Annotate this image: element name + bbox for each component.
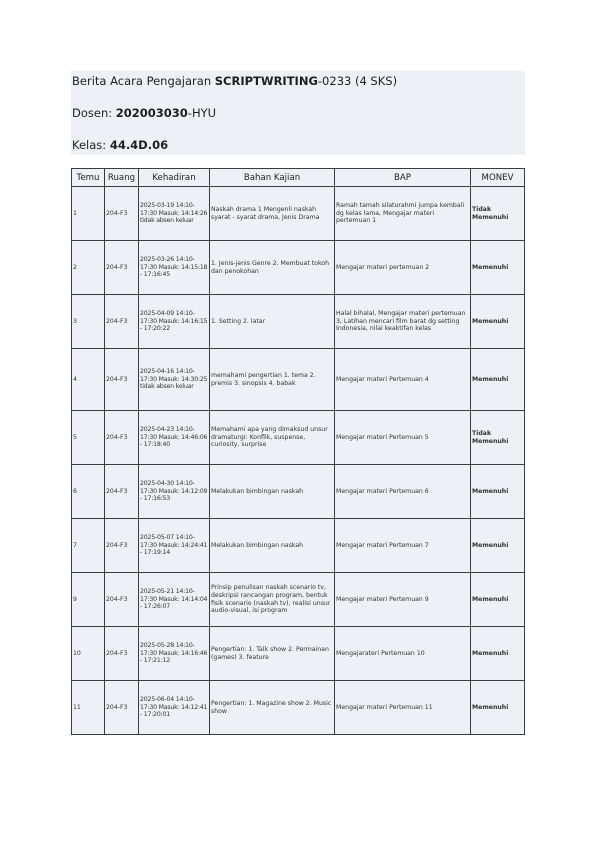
cell-bap: Mengajar materi Pertemuan 9 <box>335 573 471 627</box>
cell-temu: 1 <box>72 187 105 241</box>
cell-bap: Halal bihalal, Mengajar materi pertemuan 3, Latihan mencari film barat dg setting Indonesia, nilai keaktifan kelas <box>335 295 471 349</box>
kelas-line <box>72 138 168 152</box>
table-row <box>72 519 525 573</box>
course-suffix: -0233 (4 SKS) <box>317 74 398 88</box>
table-row <box>72 411 525 465</box>
cell-temu: 9 <box>72 573 105 627</box>
cell-bahan-kajian: memahami pengertian 1. tema 2. premis 3. sinopsis 4. babak <box>210 349 335 411</box>
cell-monev: Memenuhi <box>471 627 525 681</box>
table-row <box>72 241 525 295</box>
cell-bahan-kajian: 1. Jenis-jenis Genre 2. Membuat tokoh dan penokohan <box>210 241 335 295</box>
cell-bahan-kajian: Melakukan bimbingan naskah <box>210 465 335 519</box>
cell-kehadiran: 2025-05-07 14:10-17:30 Masuk: 14:24:41 - 17:19:14 <box>139 519 210 573</box>
table-row <box>72 627 525 681</box>
table-row <box>72 187 525 241</box>
cell-monev: Memenuhi <box>471 681 525 735</box>
table-row <box>72 681 525 735</box>
dosen-id: 202003030 <box>115 106 188 120</box>
dosen-label: Dosen: <box>72 106 116 120</box>
column-header-bap: BAP <box>335 169 471 187</box>
title-prefix: Berita Acara Pengajaran <box>72 74 215 88</box>
cell-kehadiran: 2025-03-26 14:10-17:30 Masuk: 14:15:18 - 17:16:45 <box>139 241 210 295</box>
cell-ruang: 204-F3 <box>105 349 139 411</box>
cell-kehadiran: 2025-04-30 14:10-17:30 Masuk: 14:12:09 - 17:16:53 <box>139 465 210 519</box>
cell-bap: Mengajar materi Pertemuan 6 <box>335 465 471 519</box>
cell-ruang: 204-F3 <box>105 573 139 627</box>
dosen-suffix: -HYU <box>187 106 217 120</box>
table-row <box>72 349 525 411</box>
table-row <box>72 465 525 519</box>
cell-kehadiran: 2025-04-23 14:10-17:30 Masuk: 14:46:06 - 17:18:40 <box>139 411 210 465</box>
cell-temu: 5 <box>72 411 105 465</box>
cell-kehadiran: 2025-06-04 14:10-17:30 Masuk: 14:12:41 - 17:20:01 <box>139 681 210 735</box>
cell-monev: Tidak Memenuhi <box>471 411 525 465</box>
table-row <box>72 295 525 349</box>
cell-monev: Tidak Memenuhi <box>471 187 525 241</box>
cell-kehadiran: 2025-05-21 14:10-17:30 Masuk: 14:14:04 - 17:26:07 <box>139 573 210 627</box>
cell-ruang: 204-F3 <box>105 411 139 465</box>
cell-ruang: 204-F3 <box>105 187 139 241</box>
cell-bap: Mengajar materi Pertemuan 4 <box>335 349 471 411</box>
cell-temu: 4 <box>72 349 105 411</box>
cell-temu: 6 <box>72 465 105 519</box>
cell-temu: 10 <box>72 627 105 681</box>
cell-temu: 7 <box>72 519 105 573</box>
cell-bap: Ramah tamah silaturahmi jumpa kembali dg kelas lama, Mengajar materi pertemuan 1 <box>335 187 471 241</box>
cell-monev: Memenuhi <box>471 465 525 519</box>
cell-kehadiran: 2025-04-16 14:10-17:30 Masuk: 14:30:25 tidak absen keluar <box>139 349 210 411</box>
cell-bahan-kajian: Melakukan bimbingan naskah <box>210 519 335 573</box>
cell-temu: 3 <box>72 295 105 349</box>
cell-ruang: 204-F3 <box>105 627 139 681</box>
cell-monev: Memenuhi <box>471 241 525 295</box>
course-code: SCRIPTWRITING <box>214 74 318 88</box>
table-header-row <box>72 169 525 187</box>
kelas-label: Kelas: <box>72 138 110 152</box>
column-header-ruang: Ruang <box>105 169 139 187</box>
cell-bap: Mengajar materi Pertemuan 7 <box>335 519 471 573</box>
cell-bahan-kajian: Prinsip penulisan naskah scenario tv, deskripsi rancangan program, bentuk fisik scenario (naskah tv), realisi unsur audio-visual, isi program <box>210 573 335 627</box>
column-header-temu: Temu <box>72 169 105 187</box>
cell-monev: Memenuhi <box>471 573 525 627</box>
document-title <box>72 74 397 88</box>
cell-kehadiran: 2025-05-28 14:10-17:30 Masuk: 14:16:46 - 17:21:12 <box>139 627 210 681</box>
cell-monev: Memenuhi <box>471 519 525 573</box>
cell-ruang: 204-F3 <box>105 681 139 735</box>
cell-ruang: 204-F3 <box>105 241 139 295</box>
column-header-kehadiran: Kehadiran <box>139 169 210 187</box>
dosen-line <box>72 106 216 120</box>
attendance-table <box>71 168 525 735</box>
cell-bap: Mengajar materi pertemuan 2 <box>335 241 471 295</box>
cell-kehadiran: 2025-04-09 14:10-17:30 Masuk: 14:16:15 - 17:20:22 <box>139 295 210 349</box>
cell-bahan-kajian: Naskah drama 1 Mengenli naskah syarat - syarat drama, Jenis Drama <box>210 187 335 241</box>
cell-bap: Mengajarateri Pertemuan 10 <box>335 627 471 681</box>
cell-bahan-kajian: Pengertian: 1. Magazine show 2. Music show <box>210 681 335 735</box>
cell-kehadiran: 2025-03-19 14:10-17:30 Masuk: 14:14:26 tidak absen keluar <box>139 187 210 241</box>
cell-temu: 2 <box>72 241 105 295</box>
kelas-value: 44.4D.06 <box>109 138 169 152</box>
cell-bahan-kajian: 1. Setting 2. latar <box>210 295 335 349</box>
column-header-monev: MONEV <box>471 169 525 187</box>
cell-monev: Memenuhi <box>471 349 525 411</box>
cell-bap: Mengajar materi Pertemuan 11 <box>335 681 471 735</box>
cell-bahan-kajian: Pengertian: 1. Talk show 2. Permainan (games) 3. feature <box>210 627 335 681</box>
column-header-bahan-kajian: Bahan Kajian <box>210 169 335 187</box>
table-row <box>72 573 525 627</box>
cell-ruang: 204-F3 <box>105 295 139 349</box>
cell-bahan-kajian: Memahami apa yang dimaksud unsur dramaturgi: Konflik, suspense, curiosity, surprise <box>210 411 335 465</box>
cell-ruang: 204-F3 <box>105 465 139 519</box>
cell-ruang: 204-F3 <box>105 519 139 573</box>
cell-bap: Mengajar materi Pertemuan 5 <box>335 411 471 465</box>
cell-temu: 11 <box>72 681 105 735</box>
cell-monev: Memenuhi <box>471 295 525 349</box>
